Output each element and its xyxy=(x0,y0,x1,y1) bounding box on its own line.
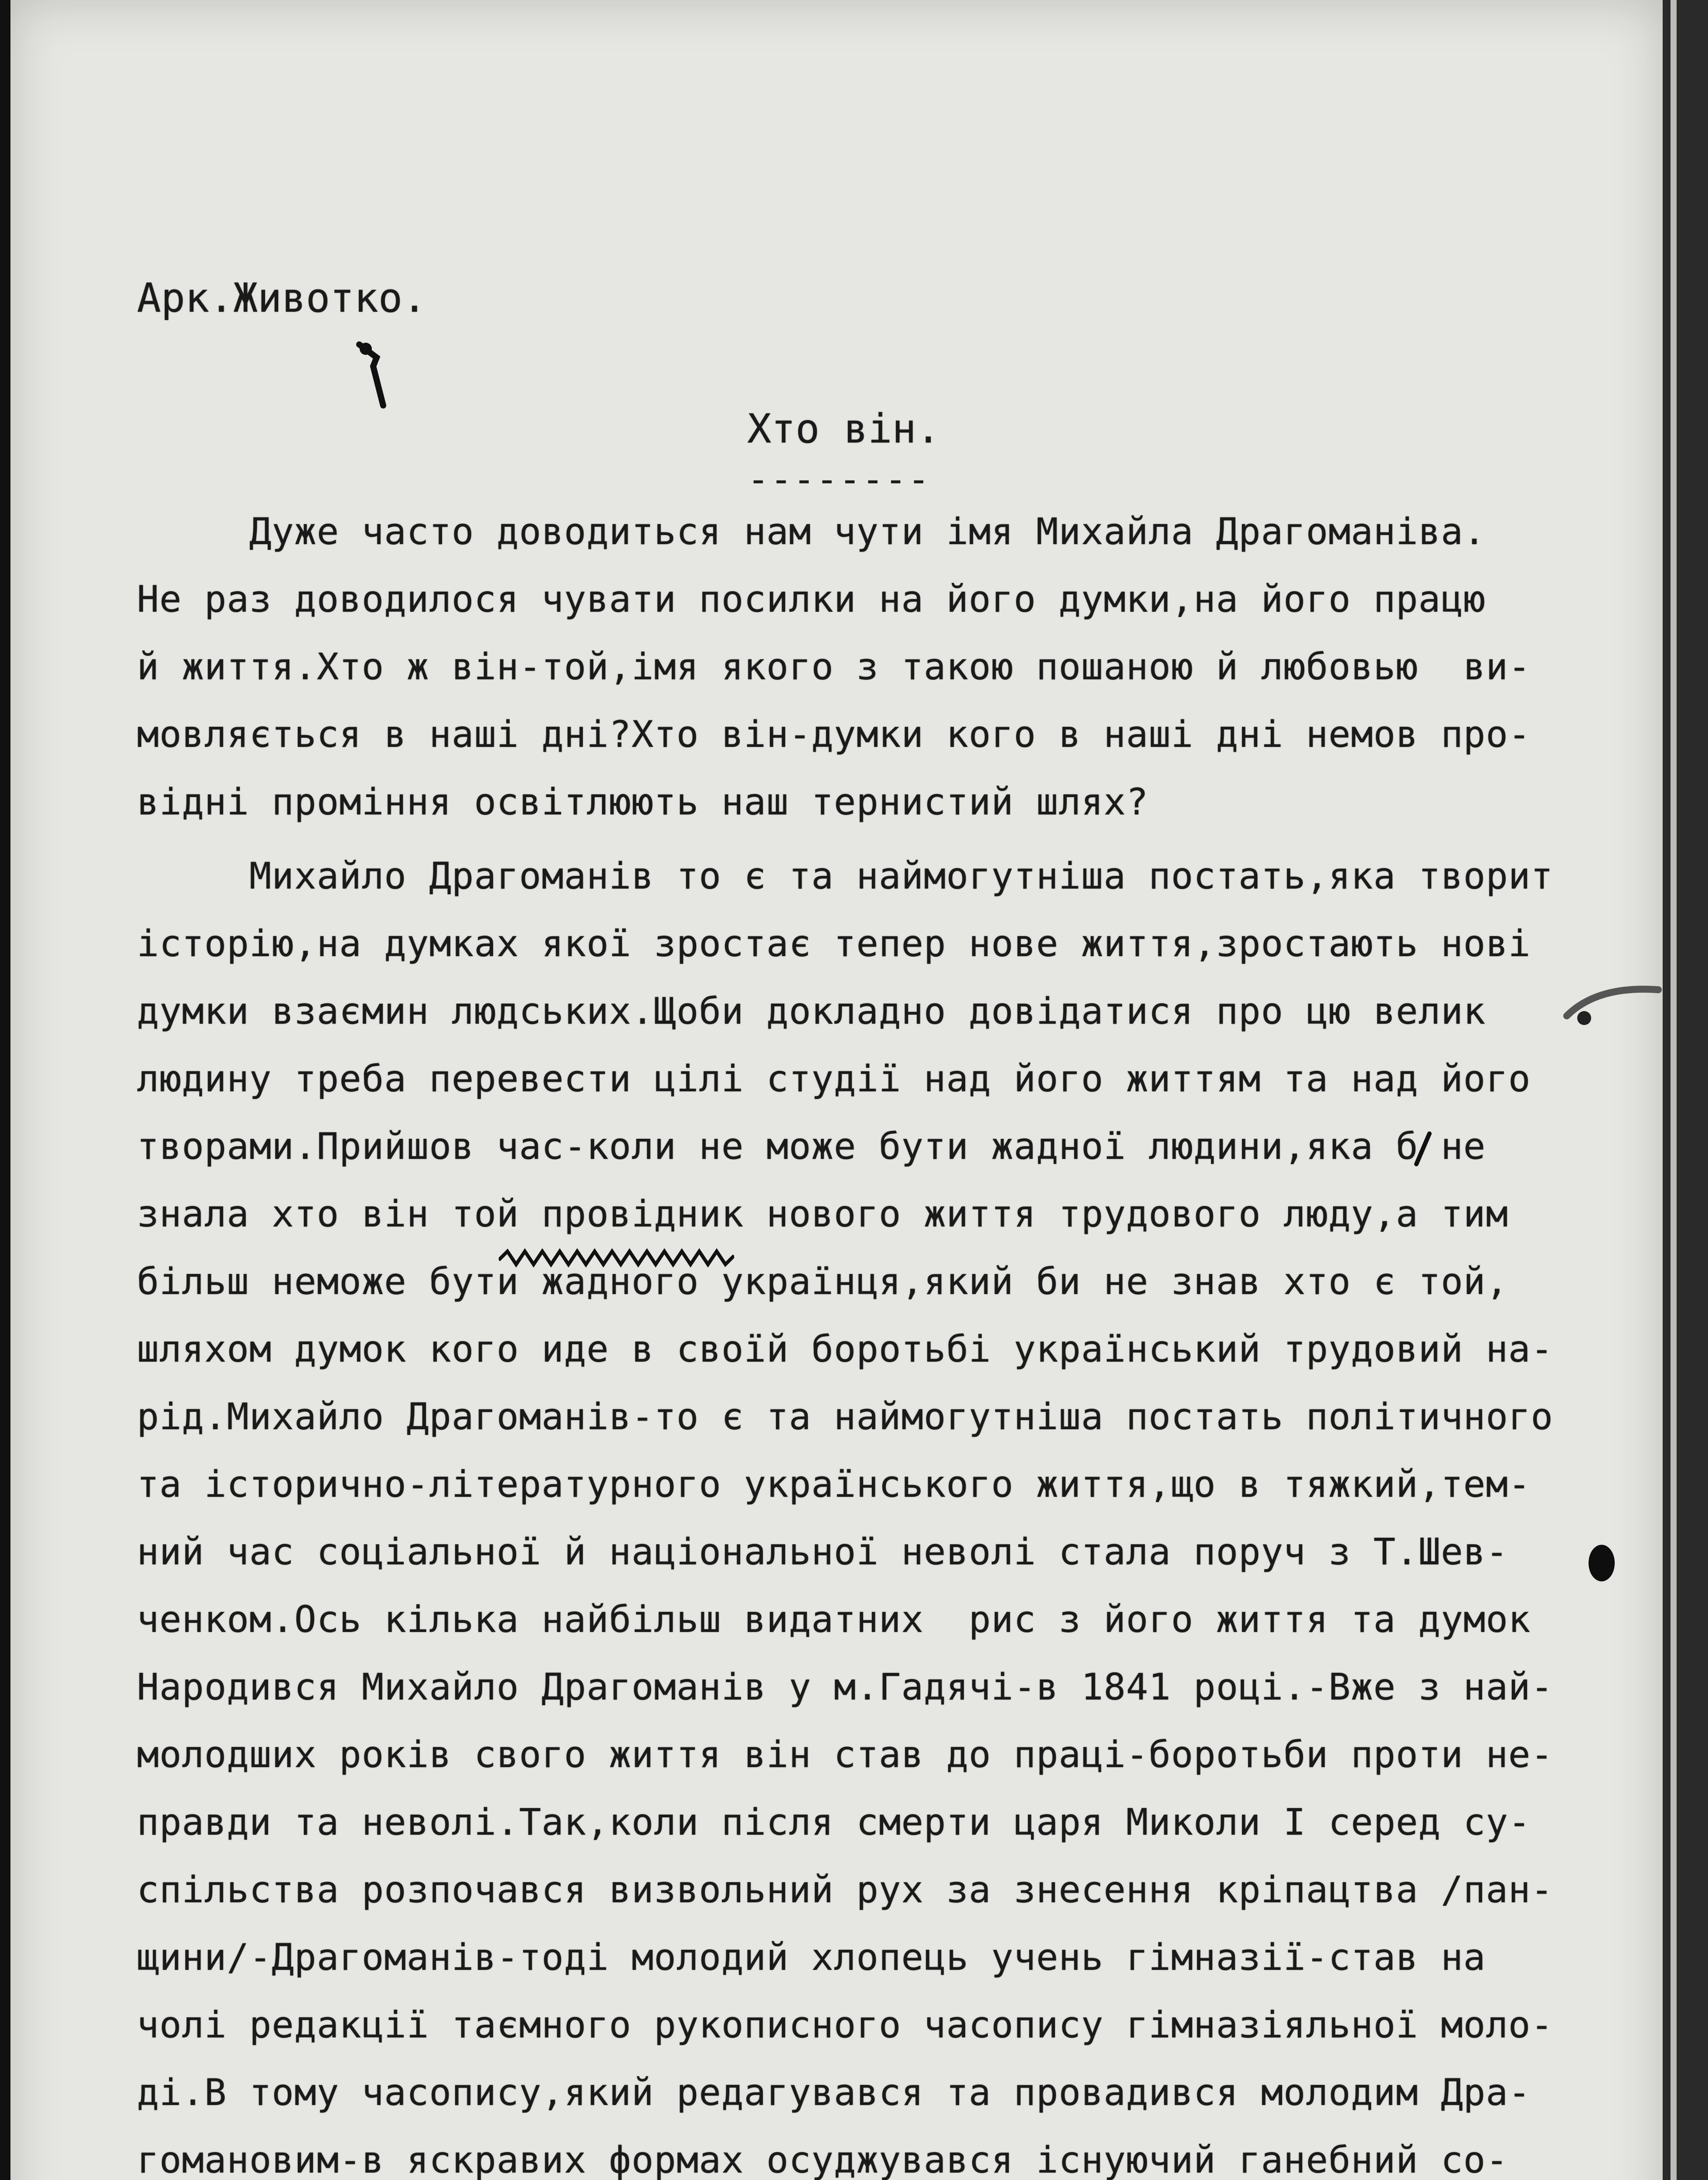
text-line: рід.Михайло Драгоманів-то є та наймогутніша постать політичного xyxy=(137,1395,1554,1438)
text-line: більш неможе бути жадного українця,який би не знав хто є той, xyxy=(137,1260,1508,1303)
pencil-stroke xyxy=(1562,977,1663,1038)
text-line: відні проміння освітлюють наш тернистий шлях? xyxy=(137,780,1149,823)
typewritten-page xyxy=(10,0,1663,2180)
text-line: ний час соціальної й національної неволі стала поруч з Т.Шев- xyxy=(137,1530,1508,1573)
text-line: та історично-літературного українського життя,що в тяжкий,тем- xyxy=(137,1463,1531,1506)
page-edge xyxy=(1671,0,1677,2180)
ink-blot xyxy=(1584,1539,1619,1587)
text-line: спільства розпочався визвольний рух за знесення кріпацтва /пан- xyxy=(137,1868,1554,1911)
text-line: й життя.Хто ж він-той,імя якого з такою пошаною й любовью ви- xyxy=(137,645,1531,688)
text-line: думки взаємин людських.Щоби докладно довідатися про цю велик xyxy=(137,990,1486,1032)
text-line: Дуже часто доводиться нам чути імя Михайла Драгоманіва. xyxy=(137,510,1486,553)
text-line: гомановим-в яскравих формах осуджувався існуючий ганебний со- xyxy=(137,2139,1508,2180)
scan-right-border xyxy=(1663,0,1708,2180)
title-underline: -------- xyxy=(747,458,931,501)
ink-comma xyxy=(1410,1129,1436,1168)
strikeout-scribble xyxy=(499,1247,734,1273)
text-line: Народився Михайло Драгоманів у м.Гадячі-в 1841 році.-Вже з най- xyxy=(137,1666,1554,1708)
text-line: молодших років свого життя він став до праці-боротьби проти не- xyxy=(137,1733,1554,1776)
text-line: Не раз доводилося чувати посилки на його думки,на його працю xyxy=(137,578,1486,620)
author-name: Арк.Животко. xyxy=(137,275,427,321)
text-line: правди та неволі.Так,коли після смерти царя Миколи І серед су- xyxy=(137,1801,1531,1843)
text-line: чолі редакції таємного рукописного часопису гімназіяльної моло- xyxy=(137,2003,1554,2046)
document-title: Хто він. xyxy=(747,405,941,452)
scan-left-border xyxy=(0,0,10,2180)
text-line: знала хто він той провідник нового життя трудового люду,а тим xyxy=(137,1192,1508,1235)
text-line: шляхом думок кого иде в своїй боротьбі український трудовий на- xyxy=(137,1328,1554,1370)
text-line: людину треба перевести цілі студії над його життям та над його xyxy=(137,1057,1531,1100)
ink-mark xyxy=(350,340,398,414)
text-line: історію,на думках якої зростає тепер нове життя,зростають нові xyxy=(137,922,1531,965)
text-line: творами.Прийшов час-коли не може бути жадної людини,яка б не xyxy=(137,1125,1486,1168)
text-line: Михайло Драгоманів то є та наймогутніша постать,яка творит xyxy=(137,855,1554,897)
text-line: мовляється в наші дні?Хто він-думки кого в наші дні немов про- xyxy=(137,713,1531,756)
text-line: ді.В тому часопису,який редагувався та провадився молодим Дра- xyxy=(137,2071,1531,2114)
text-line: ченком.Ось кілька найбільш видатних рис з його життя та думок xyxy=(137,1598,1531,1641)
text-line: щини/-Драгоманів-тоді молодий хлопець учень гімназії-став на xyxy=(137,1936,1486,1979)
